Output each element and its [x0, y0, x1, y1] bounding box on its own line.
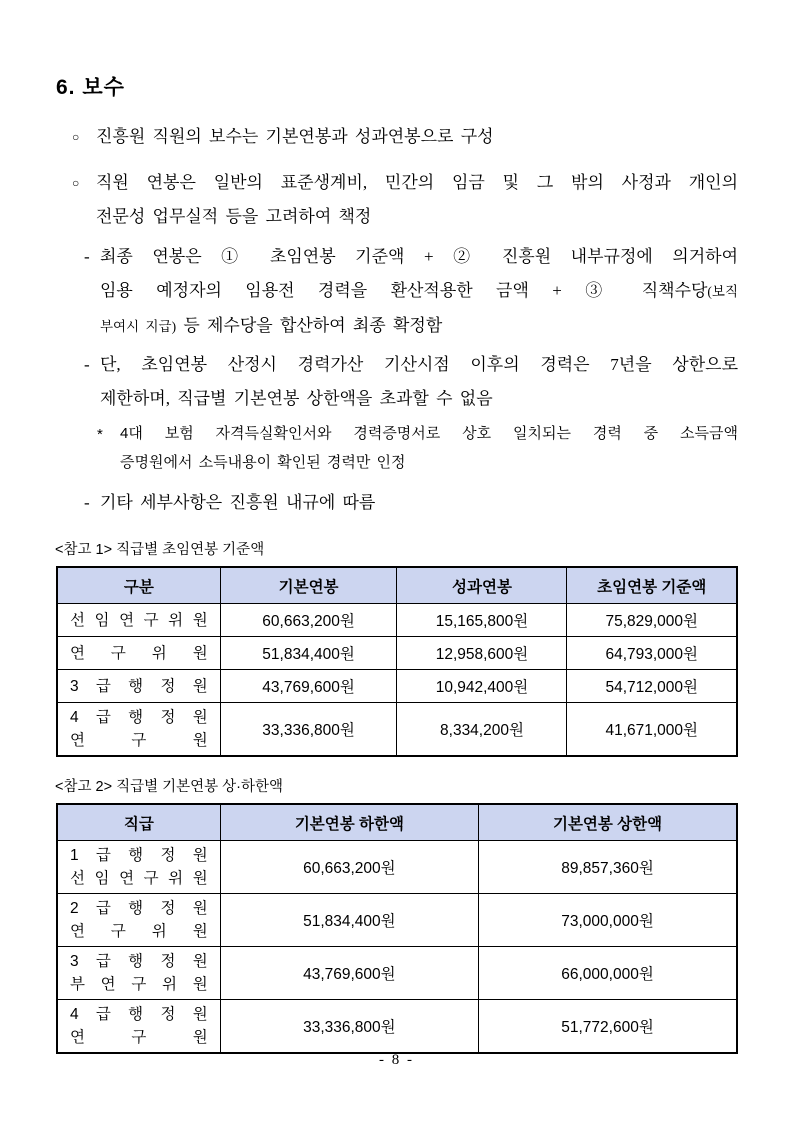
column-header-base-salary: 기본연봉 [220, 567, 397, 604]
bullet-circle-marker: ○ [72, 176, 80, 190]
table-row [57, 1000, 737, 1054]
paragraph-line: 직원 연봉은 일반의 표준생계비, 민간의 임금 및 그 밖의 사정과 개인의 [96, 173, 738, 192]
job-grade-label: 1 급 행 정 원 [70, 847, 208, 864]
line-segment: 임용 예정자의 임용전 경력을 환산적용한 금액 + ③ 직책수당 [100, 281, 708, 300]
dash-item-career-cap [84, 348, 738, 416]
column-header-category: 구분 [57, 567, 220, 604]
amount-cell: 51,834,400원 [220, 894, 478, 947]
job-grade-label: 연 구 위 원 [70, 923, 208, 940]
amount-cell: 8,334,200원 [397, 703, 567, 757]
bullet-circle-marker: ○ [72, 130, 80, 144]
job-grade-label: 4 급 행 정 원 [70, 1006, 208, 1023]
job-grade-label: 연 구 원 [70, 732, 208, 749]
table-header-row [57, 804, 737, 841]
job-grade-cell [57, 637, 220, 670]
amount-cell: 12,958,600원 [397, 637, 567, 670]
paragraph-text [100, 348, 738, 416]
bullet-item-salary-determination [56, 166, 738, 234]
amount-cell: 43,769,600원 [220, 670, 397, 703]
column-header-job-grade: 직급 [57, 804, 220, 841]
column-header-base-salary-lower: 기본연봉 하한액 [220, 804, 478, 841]
paragraph-text [120, 419, 738, 477]
job-grade-cell [57, 604, 220, 637]
paragraph-line: 증명원에서 소득내용이 확인된 경력만 인정 [120, 454, 406, 471]
amount-cell: 43,769,600원 [220, 947, 478, 1000]
job-grade-cell [57, 1000, 220, 1054]
dash-item-final-salary [84, 240, 738, 344]
paragraph-line: 기타 세부사항은 진흥원 내규에 따름 [100, 493, 376, 512]
line-segment-small: 부여시 지급) [100, 319, 177, 334]
starting-salary-table [56, 566, 738, 757]
table-row [57, 637, 737, 670]
job-grade-label: 3 급 행 정 원 [70, 677, 208, 695]
asterisk-marker: * [97, 426, 103, 443]
job-grade-cell [57, 841, 220, 894]
dash-marker: - [84, 247, 90, 266]
amount-cell: 64,793,000원 [567, 637, 737, 670]
salary-range-table [56, 803, 738, 1054]
amount-cell: 41,671,000원 [567, 703, 737, 757]
column-header-starting-salary-standard: 초임연봉 기준액 [567, 567, 737, 604]
job-grade-cell [57, 894, 220, 947]
table-row [57, 670, 737, 703]
table-header-row [57, 567, 737, 604]
amount-cell: 54,712,000원 [567, 670, 737, 703]
paragraph-text [100, 486, 738, 520]
page-number: - 8 - [379, 1052, 414, 1068]
paragraph-text [96, 166, 738, 234]
paragraph-line: 4대 보험 자격득실확인서와 경력증명서로 상호 일치되는 경력 중 소득금액 [120, 425, 738, 442]
amount-cell: 73,000,000원 [479, 894, 737, 947]
line-segment: 등 제수당을 합산하여 최종 확정함 [176, 316, 443, 335]
amount-cell: 66,000,000원 [479, 947, 737, 1000]
bullet-item-composition [56, 120, 738, 154]
amount-cell: 33,336,800원 [220, 1000, 478, 1054]
paragraph-line: 단, 초임연봉 산정시 경력가산 기산시점 이후의 경력은 7년을 상한으로 [100, 355, 738, 374]
amount-cell: 60,663,200원 [220, 604, 397, 637]
table-row [57, 947, 737, 1000]
column-header-performance-salary: 성과연봉 [397, 567, 567, 604]
dash-marker: - [84, 355, 90, 374]
table-caption-ref2: <참고 2> 직급별 기본연봉 상·하한액 [55, 779, 284, 795]
paragraph-line: 제한하며, 직급별 기본연봉 상한액을 초과할 수 없음 [100, 389, 493, 408]
job-grade-label: 연 구 위 원 [70, 644, 208, 662]
job-grade-label: 3 급 행 정 원 [70, 953, 208, 970]
line-segment-small: (보직 [707, 284, 738, 299]
table-row [57, 894, 737, 947]
amount-cell: 60,663,200원 [220, 841, 478, 894]
dash-marker: - [84, 493, 90, 512]
paragraph-line [100, 274, 738, 309]
job-grade-label: 연 구 원 [70, 1029, 208, 1046]
dash-item-other-details [84, 486, 738, 520]
job-grade-cell [57, 947, 220, 1000]
job-grade-cell [57, 703, 220, 757]
paragraph-line: 최종 연봉은 ① 초임연봉 기준액 + ② 진흥원 내부규정에 의거하여 [100, 247, 738, 266]
amount-cell: 51,834,400원 [220, 637, 397, 670]
job-grade-cell [57, 670, 220, 703]
amount-cell: 51,772,600원 [479, 1000, 737, 1054]
table-row [57, 703, 737, 757]
paragraph-line [100, 309, 738, 344]
section-title: 6. 보수 [56, 76, 125, 99]
table-row [57, 841, 737, 894]
amount-cell: 15,165,800원 [397, 604, 567, 637]
job-grade-label: 선 임 연 구 위 원 [70, 870, 208, 887]
job-grade-label: 4 급 행 정 원 [70, 709, 208, 726]
amount-cell: 75,829,000원 [567, 604, 737, 637]
job-grade-label: 선 임 연 구 위 원 [70, 611, 208, 629]
column-header-base-salary-upper: 기본연봉 상한액 [479, 804, 737, 841]
paragraph-text [100, 240, 738, 344]
table-row [57, 604, 737, 637]
job-grade-label: 부 연 구 위 원 [70, 976, 208, 993]
paragraph-text [96, 120, 738, 154]
footnote-insurance-certificates [97, 419, 738, 477]
paragraph-line: 전문성 업무실적 등을 고려하여 책정 [96, 207, 372, 226]
amount-cell: 89,857,360원 [479, 841, 737, 894]
amount-cell: 10,942,400원 [397, 670, 567, 703]
paragraph-line: 진흥원 직원의 보수는 기본연봉과 성과연봉으로 구성 [96, 127, 494, 146]
amount-cell: 33,336,800원 [220, 703, 397, 757]
table-caption-ref1: <참고 1> 직급별 초임연봉 기준액 [55, 542, 265, 558]
job-grade-label: 2 급 행 정 원 [70, 900, 208, 917]
